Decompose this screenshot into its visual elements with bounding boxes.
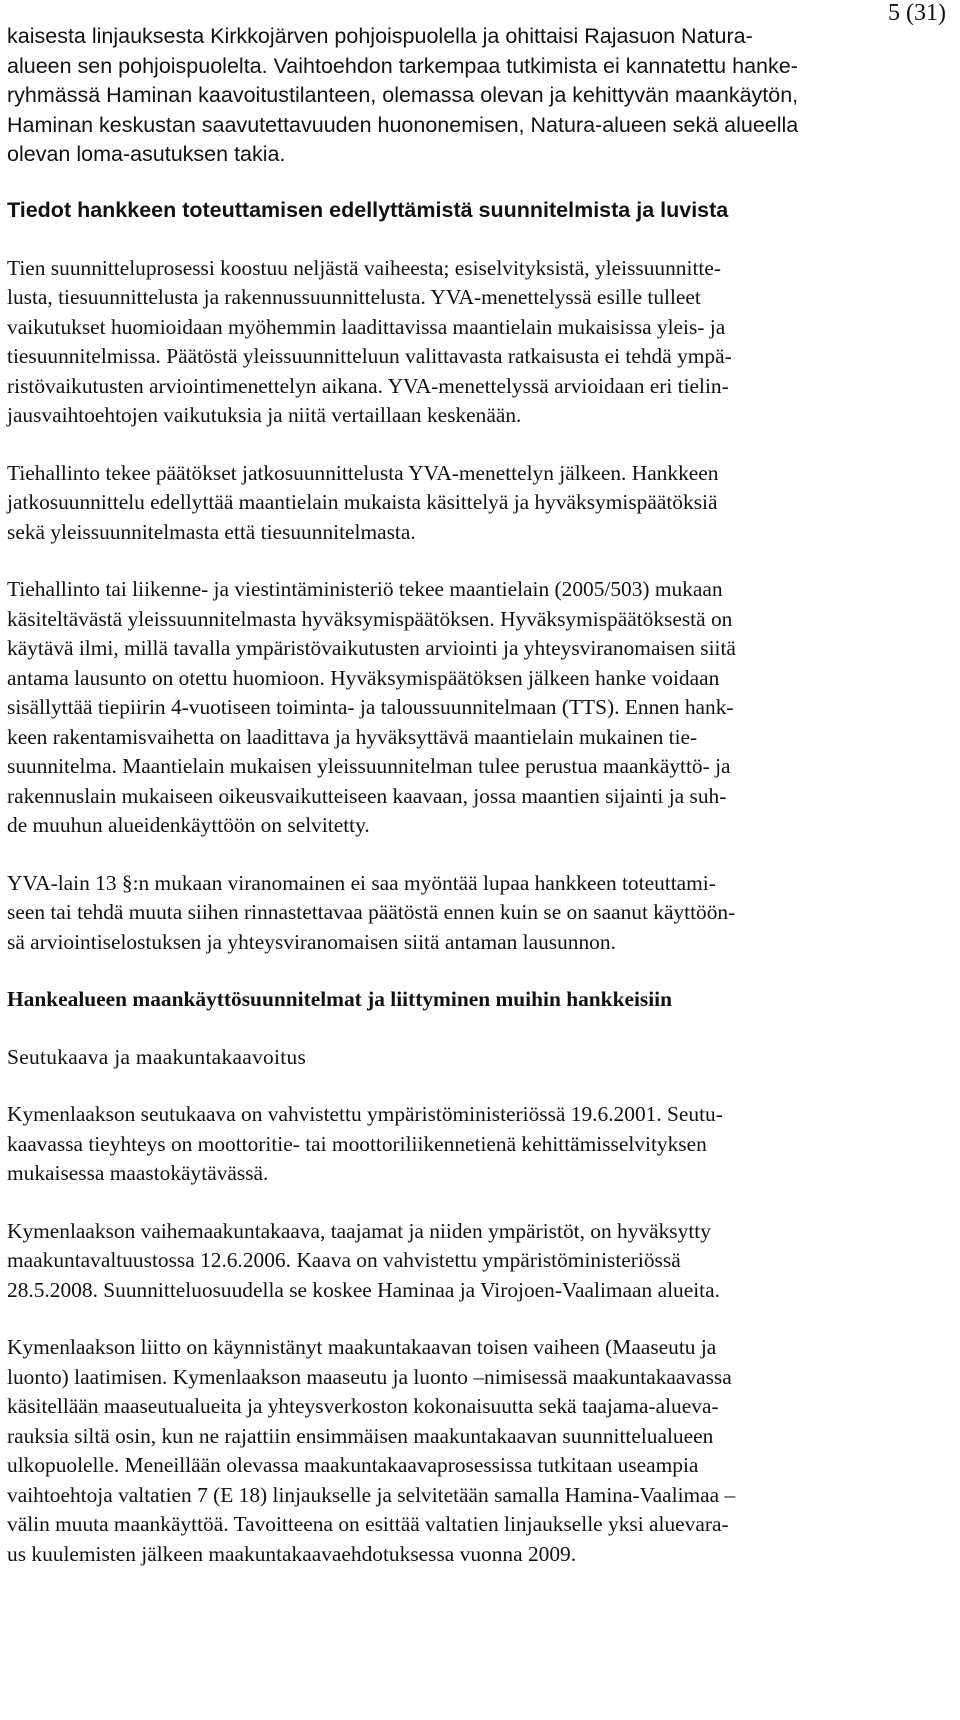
text-line: maakuntavaltuustossa 12.6.2006. Kaava on vahvistettu ympäristöministeriössä <box>7 1248 681 1273</box>
text-line: rakennuslain mukaiseen oikeusvaikutteiseen kaavaan, jossa maantien sijainti ja suh- <box>7 783 727 808</box>
text-line: Tien suunnitteluprosessi koostuu neljästä vaiheesta; esiselvityksistä, yleissuunnitte- <box>7 255 721 280</box>
paragraph <box>7 1333 873 1569</box>
text-line: käsitellään maaseutualueita ja yhteysverkoston kokonaisuutta sekä taajama-alueva- <box>7 1394 719 1419</box>
text-line: lusta, tiesuunnittelusta ja rakennussuunnittelusta. YVA-menettelyssä esille tulleet <box>7 285 701 310</box>
text-line: keen rakentamisvaihetta on laadittava ja hyväksyttävä maantielain mukainen tie- <box>7 724 698 749</box>
page-number: 5 (31) <box>888 0 946 26</box>
text-line: seen tai tehdä muuta siihen rinnastettavaa päätöstä ennen kuin se on saanut käyttöön- <box>7 900 736 925</box>
subsection-heading: Seutukaava ja maakuntakaavoitus <box>7 1044 307 1069</box>
text-line: Tiehallinto tai liikenne- ja viestintäministeriö tekee maantielain (2005/503) mukaan <box>7 577 723 602</box>
section-heading: Tiedot hankkeen toteuttamisen edellyttämistä suunnitelmista ja luvista <box>7 197 729 222</box>
text-line: jausvaihtoehtojen vaikutuksia ja niitä vertaillaan keskenään. <box>7 403 522 428</box>
paragraph <box>7 1217 873 1306</box>
text-line: luonto) laatimisen. Kymenlaakson maaseutu ja luonto –nimisessä maakuntakaavassa <box>7 1364 732 1389</box>
paragraph <box>7 459 873 548</box>
text-line: YVA-lain 13 §:n mukaan viranomainen ei saa myöntää lupaa hankkeen toteuttami- <box>7 870 716 895</box>
text-line: Tiehallinto tekee päätökset jatkosuunnittelusta YVA-menettelyn jälkeen. Hankkeen <box>7 460 719 485</box>
text-line: antama lausunto on otettu huomioon. Hyväksymispäätöksen jälkeen hanke voidaan <box>7 665 720 690</box>
text-line: ristövaikutusten arviointimenettelyn aikana. YVA-menettelyssä arvioidaan eri tielin- <box>7 373 729 398</box>
text-line: mukaisessa maastokäytävässä. <box>7 1161 269 1186</box>
text-line: rauksia siltä osin, kun ne rajattiin ensimmäisen maakuntakaavan suunnittelualueen <box>7 1423 714 1448</box>
paragraph <box>7 575 873 841</box>
text-line: vaihtoehtoja valtatien 7 (E 18) linjaukselle ja selvitetään samalla Hamina-Vaalimaa – <box>7 1482 736 1507</box>
document-body <box>7 22 873 1569</box>
section-heading: Hankealueen maankäyttösuunnitelmat ja liittyminen muihin hankkeisiin <box>7 987 673 1012</box>
paragraph <box>7 254 873 431</box>
text-line: käsiteltävästä yleissuunnitelmasta hyväksymispäätöksen. Hyväksymispäätöksestä on <box>7 606 733 631</box>
text-line: Kymenlaakson seutukaava on vahvistettu ympäristöministeriössä 19.6.2001. Seutu- <box>7 1102 723 1127</box>
text-line: kaavassa tieyhteys on moottoritie- tai moottoriliikennetienä kehittämisselvityksen <box>7 1131 707 1156</box>
text-line: suunnitelma. Maantielain mukaisen yleissuunnitelman tulee perustua maankäyttö- ja <box>7 754 731 779</box>
text-line: ryhmässä Haminan kaavoitustilanteen, olemassa olevan ja kehittyvän maankäytön, <box>7 83 799 108</box>
text-line: ulkopuolelle. Meneillään olevassa maakuntakaavaprosessissa tutkitaan useampia <box>7 1453 699 1478</box>
intro-paragraph <box>7 22 873 170</box>
text-line: kaisesta linjauksesta Kirkkojärven pohjoispuolella ja ohittaisi Rajasuon Natura- <box>7 24 753 48</box>
text-line: vaikutukset huomioidaan myöhemmin laadittavissa maantielain mukaisissa yleis- ja <box>7 314 726 339</box>
paragraph <box>7 869 873 958</box>
text-line: de muuhun alueidenkäyttöön on selvitetty. <box>7 813 370 838</box>
text-line: sä arviointiselostuksen ja yhteysviranomaisen siitä antaman lausunnon. <box>7 929 616 954</box>
text-line: käytävä ilmi, millä tavalla ympäristövaikutusten arviointi ja yhteysviranomaisen siitä <box>7 636 736 661</box>
text-line: tiesuunnitelmissa. Päätöstä yleissuunnitteluun valittavasta ratkaisusta ei tehdä ympä- <box>7 344 732 369</box>
text-line: 28.5.2008. Suunnitteluosuudella se koskee Haminaa ja Virojoen-Vaalimaan alueita. <box>7 1277 720 1302</box>
text-line: sekä yleissuunnitelmasta että tiesuunnitelmasta. <box>7 519 416 544</box>
text-line: olevan loma-asutuksen takia. <box>7 142 286 167</box>
text-line: sisällyttää tiepiirin 4-vuotiseen toiminta- ja taloussuunnitelmaan (TTS). Ennen hank- <box>7 695 734 720</box>
text-line: Haminan keskustan saavutettavuuden huononemisen, Natura-alueen sekä alueella <box>7 112 799 137</box>
text-line: Kymenlaakson vaihemaakuntakaava, taajamat ja niiden ympäristöt, on hyväksytty <box>7 1218 711 1243</box>
text-line: välin muuta maankäyttöä. Tavoitteena on esittää valtatien linjaukselle yksi aluevara- <box>7 1512 729 1537</box>
text-line: us kuulemisten jälkeen maakuntakaavaehdotuksessa vuonna 2009. <box>7 1541 577 1566</box>
text-line: alueen sen pohjoispuolelta. Vaihtoehdon tarkempaa tutkimista ei kannatettu hanke- <box>7 53 798 78</box>
paragraph <box>7 1100 873 1189</box>
text-line: Kymenlaakson liitto on käynnistänyt maakuntakaavan toisen vaiheen (Maaseutu ja <box>7 1335 717 1360</box>
text-line: jatkosuunnittelu edellyttää maantielain mukaista käsittelyä ja hyväksymispäätöksiä <box>7 490 718 515</box>
